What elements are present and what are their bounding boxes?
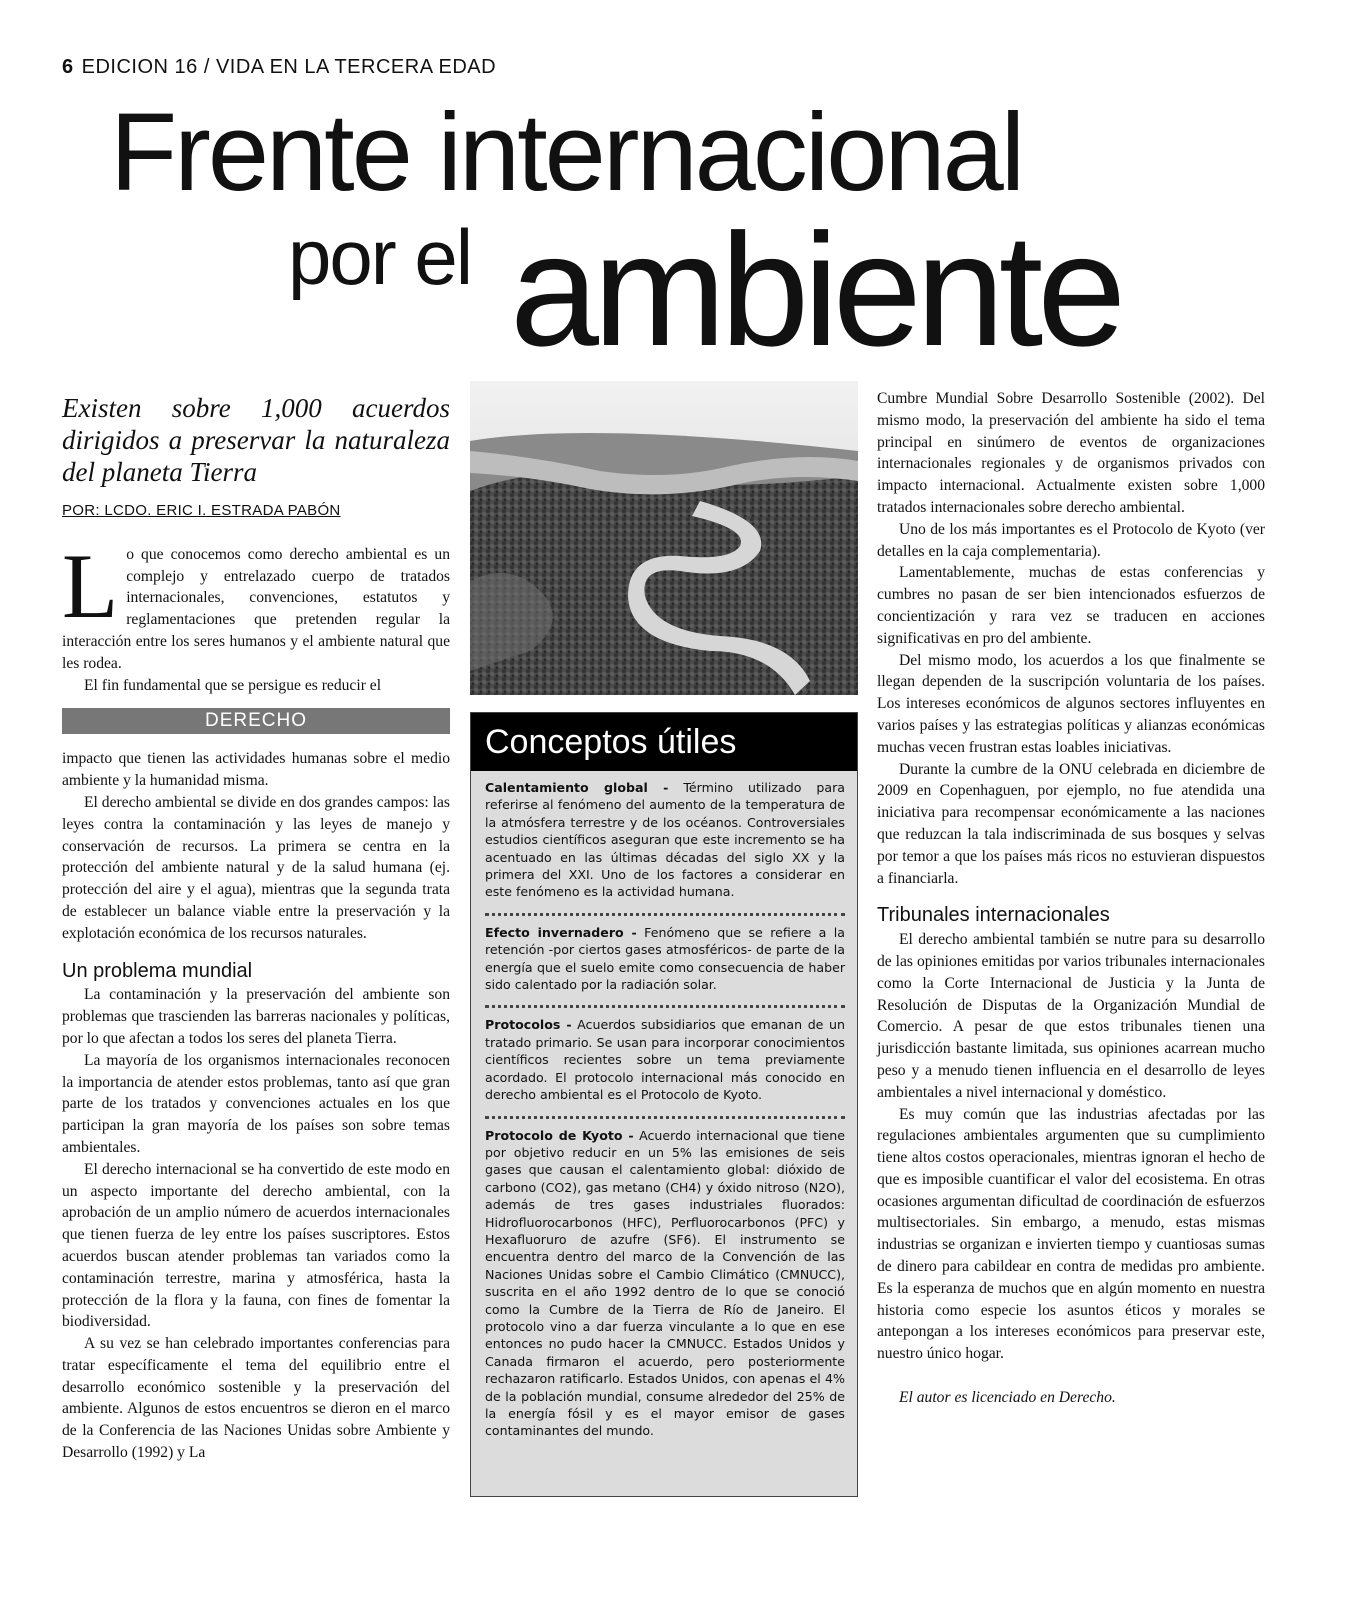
concepts-sidebar xyxy=(470,712,858,1497)
intro-paragraph: Lo que conocemos como derecho ambiental es un complejo y entrelazado cuerpo de tratados internacionales, convenciones, estatutos y reglamentaciones que pretenden regular la interacción entre los seres humanos y el ambiente natural que les rodea. xyxy=(62,534,450,672)
paragraph: A su vez se han celebrado importantes conferencias para tratar específicamente el tema del equilibrio entre el desarrollo económico sostenible y la preservación del ambiente. Algunos de estos encuentros se dieron en el marco de la Conferencia de las Naciones Unidas sobre Ambiente y Desarrollo (1992) y La xyxy=(62,1335,450,1462)
paragraph: Uno de los más importantes es el Protocolo de Kyoto (ver detalles en la caja complementaria). xyxy=(877,520,1265,560)
aerial-river-photo xyxy=(470,381,858,695)
paragraph: Del mismo modo, los acuerdos a los que finalmente se llegan dependen de la suscripción voluntaria de los países. Los intereses económicos de algunos sectores influyentes en varios países y las estrategias políticas y alianzas económicas muchas vecen frustran estas loables iniciativas. xyxy=(877,651,1265,756)
concept-definition: Acuerdo internacional que tiene por objetivo reducir en un 5% las emisiones de seis gases que causan el calentamiento global: dióxido de carbono (CO2), gas metano (CH4) y óxido nitroso (N2O), además de tres gases industriales fluorados: Hidrofluorocarbonos (HFC), Perfluorocarbonos (PFC) y Hexafluoruro de azufre (SF6). El instrumento se encuentra dentro del marco de la Convención de las Naciones Unidas sobre el Cambio Climático (CMNUCC), suscrita en el año 1992 dentro de lo que se conoció como la Cumbre de la Tierra de Río de Janeiro. El protocolo vino a dar fuerza vinculante a lo que en ese entonces no pudo hacer la CMNUCC. Estados Unidos y Canada firmaron el acuerdo, pero posteriormente rechazaron ratificarlo. Estados Unidos, con apenas el 4% de la población mundial, consume alrededor del 25% de la energía fósil y es el mayor emisor de gases contaminantes del mundo. xyxy=(485,1127,845,1439)
paragraph: El derecho internacional se ha convertido de este modo en un aspecto importante del derecho ambiental, con la aprobación de un amplio número de acuerdos internacionales que tienen fuerza de ley entre los países suscriptores. Estos acuerdos buscan atender problemas tan variados como la contaminación terrestre, marina y atmosférica, hasta la protección de la flora y la fauna, con fines de fomentar la biodiversidad. xyxy=(62,1160,450,1331)
paragraph: Durante la cumbre de la ONU celebrada en diciembre de 2009 en Copenhaguen, por ejemplo, no fue atendida una iniciativa para recompensar económicamente a las naciones que reduzcan la tala indiscriminada de sus bosques y selvas por temor a que los países más ricos no estuvieran dispuestos a financiarla. xyxy=(877,760,1265,887)
dotted-divider xyxy=(485,1005,845,1008)
concept-entry xyxy=(485,1014,845,1111)
deck: Existen sobre 1,000 acuerdos dirigidos a preservar la naturaleza del planeta Tierra xyxy=(62,393,450,487)
concept-definition: Fenómeno que se refiere a la retención -por ciertos gases atmosféricos- de parte de la energía que el suelo emite como consecuencia de haber sido calentado por la radiación solar. xyxy=(485,924,845,993)
subheading: Un problema mundial xyxy=(62,959,253,982)
sidebar-title: Conceptos útiles xyxy=(471,713,857,771)
dotted-divider xyxy=(485,913,845,916)
page-number: 6 xyxy=(62,56,74,78)
concept-term: Efecto invernadero - xyxy=(485,924,637,940)
author-credit: El autor es licenciado en Derecho. xyxy=(899,1389,1116,1407)
subheading: Tribunales internacionales xyxy=(877,904,1110,927)
dotted-divider xyxy=(485,1116,845,1119)
article-column-3 xyxy=(877,388,1265,1409)
section-label: EDICION 16 / VIDA EN LA TERCERA EDAD xyxy=(81,56,497,78)
paragraph: La mayoría de los organismos internacionales reconocen la importancia de atender estos problemas, tanto así que gran parte de los tratados y convenciones actuales en los que participan la gran mayoría de los países son sobre temas ambientales. xyxy=(62,1051,450,1156)
paragraph: Es muy común que las industrias afectadas por las regulaciones ambientales argumenten que su cumplimiento tiene altos costos operacionales, mientras ignoran el hecho de que es imposible cuantificar el valor del ecosistema. En otras ocasiones argumentan dificultad de coordinación de esfuerzos multisectoriales. Sin embargo, a menudo, estas mismas industrias se organizan e invierten tiempo y cuantiosas sumas de dinero para cabildear en contra de medidas pro ambiente. Es la esperanza de muchos que en algún momento en nuestra historia como especie los asuntos éticos y morales se antepongan a los intereses económicos para preservar este, nuestro único hogar. xyxy=(877,1105,1265,1363)
concept-term: Protocolo de Kyoto - xyxy=(485,1127,634,1143)
concept-entry xyxy=(485,922,845,1002)
concept-definition: Acuerdos subsidiarios que emanan de un tratado primario. Se usan para incorporar conocimientos científicos recientes sobre un tema previamente acordado. El protocolo internacional más conocido en derecho ambiental es el Protocolo de Kyoto. xyxy=(485,1017,845,1103)
concept-term: Calentamiento global - xyxy=(485,780,669,795)
paragraph: El derecho ambiental también se nutre para su desarrollo de las opiniones emitidas por varios tribunales internacionales como la Corte Internacional de Justicia y la Junta de Resolución de Disputas de la Organización Mundial de Comercio. A pesar de que estos tribunales tienen una jurisdicción bastante limitada, sus opiniones acarrean mucho peso y a menudo tienen influencia en el desarrollo de leyes ambientales a nivel internacional y doméstico. xyxy=(877,931,1265,1101)
concept-term: Protocolos - xyxy=(485,1017,572,1033)
concept-entry xyxy=(485,777,845,909)
byline: POR: LCDO. ERIC I. ESTRADA PABÓN xyxy=(62,502,341,519)
section-bar: DERECHO xyxy=(62,708,450,734)
headline-line-1: Frente internacional xyxy=(110,91,1023,214)
paragraph: impacto que tienen las actividades humanas sobre el medio ambiente y la humanidad misma. xyxy=(62,750,450,790)
paragraph: Lamentablemente, muchas de estas conferencias y cumbres no pasan de ser bien intencionados esfuerzos de concientización y rara vez se traducen en acciones significativas en pro del ambiente. xyxy=(877,564,1265,647)
headline-line-2b: ambiente xyxy=(510,200,1121,379)
paragraph: Cumbre Mundial Sobre Desarrollo Sostenible (2002). Del mismo modo, la preservación del ambiente ha sido el tema principal en sinúmero de eventos de organizaciones internacionales regionales y de organismos privados con impacto internacional. Actualmente existen sobre 1,000 tratados internacionales sobre derecho ambiental. xyxy=(877,390,1265,516)
sidebar-body xyxy=(471,771,857,1448)
intro xyxy=(62,534,450,697)
paragraph: La contaminación y la preservación del ambiente son problemas que trascienden las barreras nacionales y políticas, por lo que afectan a todos los seres del planeta Tierra. xyxy=(62,986,450,1047)
paragraph: El derecho ambiental se divide en dos grandes campos: las leyes contra la contaminación y las leyes de manejo y conservación de recursos. La primera se centra en la protección del ambiente natural y de la salud humana (ej. protección del aire y el agua), mientras que la segunda trata de establecer un balance viable entre la preservación y la explotación económica de los recursos naturales. xyxy=(62,793,450,942)
concept-entry xyxy=(485,1125,845,1448)
concept-definition: Término utilizado para referirse al fenómeno del aumento de la temperatura de la atmósfera terrestre y de los océanos. Controversiales estudios científicos aseguran que este incremento se ha acentuado en las últimas décadas del siglo XX y la primera del XXI. Uno de los factores a considerar en este fenómeno es la actividad humana. xyxy=(485,780,845,900)
headline-line-2a: por el xyxy=(288,213,472,301)
article-column-1 xyxy=(62,392,450,1464)
page-header xyxy=(62,56,496,79)
paragraph: El fin fundamental que se persigue es reducir el xyxy=(84,676,382,694)
drop-cap: L xyxy=(62,534,119,637)
